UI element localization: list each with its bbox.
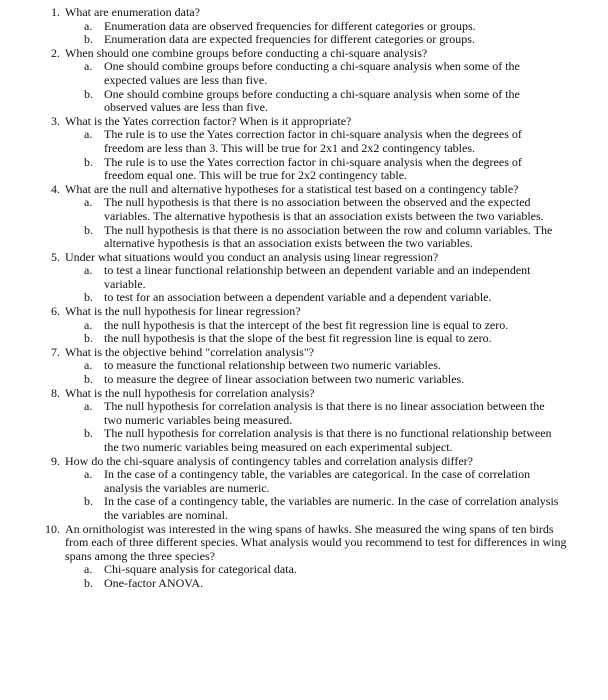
option-9b	[0, 495, 608, 522]
question-9-options	[0, 468, 608, 522]
option-text: Chi-square analysis for categorical data.	[104, 562, 297, 577]
question-text: What is the null hypothesis for correlation analysis?	[65, 385, 315, 400]
question-number: 10.	[45, 521, 60, 536]
question-2-options	[0, 60, 608, 114]
question-3-options	[0, 128, 608, 182]
question-number: 4.	[51, 181, 60, 196]
option-8a	[0, 400, 608, 427]
option-text: The null hypothesis is that there is no association between the row and column variables. The alternative hypothesis is that an association exists between the two variables.	[104, 222, 553, 251]
option-letter: a.	[84, 18, 93, 33]
option-text: In the case of a contingency table, the variables are categorical. In the case of correlation analysis the variables are numeric.	[104, 467, 531, 495]
question-number: 2.	[51, 45, 60, 60]
question-number: 5.	[51, 249, 60, 264]
option-text: In the case of a contingency table, the variables are numeric. In the case of correlation analysis the variables are nominal.	[104, 494, 559, 522]
option-letter: a.	[84, 358, 93, 373]
option-letter: a.	[84, 59, 93, 74]
option-text: One should combine groups before conducting a chi-square analysis when some of the observed values are less than five.	[104, 86, 520, 115]
question-6-options	[0, 319, 608, 346]
option-letter: b.	[84, 154, 93, 169]
question-3	[0, 115, 608, 129]
question-text: When should one combine groups before conducting a chi-square analysis?	[65, 45, 428, 60]
question-2	[0, 47, 608, 61]
option-text: The rule is to use the Yates correction factor in chi-square analysis when the degrees of freedom are less than 3. This will be true for 2x1 and 2x2 contingency tables.	[104, 127, 522, 155]
option-letter: a.	[84, 263, 93, 278]
option-text: The null hypothesis for correlation analysis is that there is no functional relationship between the two numeric variables being measured on each experimental subject.	[104, 426, 552, 454]
question-9	[0, 455, 608, 469]
option-text: The rule is to use the Yates correction factor in chi-square analysis when the degrees of freedom equal one. This will be true for 2x2 contingency table.	[104, 154, 522, 183]
option-9a	[0, 468, 608, 495]
option-7b	[0, 373, 608, 387]
option-7a	[0, 359, 608, 373]
option-6a	[0, 319, 608, 333]
option-letter: a.	[84, 317, 93, 332]
question-number: 9.	[51, 453, 60, 468]
option-text: Enumeration data are expected frequencies for different categories or groups.	[104, 32, 475, 47]
option-6b	[0, 332, 608, 346]
question-1	[0, 6, 608, 20]
option-letter: b.	[84, 426, 93, 441]
option-text: One should combine groups before conducting a chi-square analysis when some of the expected values are less than five.	[104, 59, 520, 87]
option-letter: b.	[84, 290, 93, 305]
question-5-options	[0, 264, 608, 305]
question-8-options	[0, 400, 608, 454]
option-text: to measure the functional relationship between two numeric variables.	[104, 358, 441, 373]
option-text: The null hypothesis is that there is no association between the observed and the expected variables. The alternative hypothesis is that an association exists between the two variables.	[104, 195, 544, 223]
option-text: to test a linear functional relationship between an dependent variable and an independent variable.	[104, 263, 531, 291]
question-10-options	[0, 563, 608, 590]
option-4b	[0, 224, 608, 251]
question-7-options	[0, 359, 608, 386]
option-text: Enumeration data are observed frequencies for different categories or groups.	[104, 18, 476, 33]
question-text: What are enumeration data?	[65, 5, 200, 19]
option-10b	[0, 577, 608, 591]
option-letter: b.	[84, 86, 93, 101]
question-text: What is the Yates correction factor? When is it appropriate?	[65, 113, 352, 128]
question-number: 6.	[51, 304, 60, 319]
question-5	[0, 251, 608, 265]
question-number: 7.	[51, 344, 60, 359]
option-text: to test for an association between a dependent variable and a dependent variable.	[104, 290, 492, 305]
question-8	[0, 387, 608, 401]
question-4-options	[0, 196, 608, 250]
option-8b	[0, 427, 608, 454]
option-letter: a.	[84, 467, 93, 482]
option-4a	[0, 196, 608, 223]
option-letter: b.	[84, 575, 93, 590]
option-letter: a.	[84, 127, 93, 142]
question-4	[0, 183, 608, 197]
option-letter: a.	[84, 399, 93, 414]
option-3a	[0, 128, 608, 155]
option-text: the null hypothesis is that the slope of the best fit regression line is equal to zero.	[104, 331, 492, 346]
question-6	[0, 305, 608, 319]
option-letter: b.	[84, 372, 93, 387]
option-text: One-factor ANOVA.	[104, 575, 204, 590]
question-1-options	[0, 20, 608, 47]
option-2b	[0, 88, 608, 115]
option-10a	[0, 563, 608, 577]
question-number: 8.	[51, 385, 60, 400]
option-2a	[0, 60, 608, 87]
question-text: Under what situations would you conduct an analysis using linear regression?	[65, 249, 439, 264]
option-letter: b.	[84, 494, 93, 509]
option-letter: a.	[84, 562, 93, 577]
question-text: What are the null and alternative hypotheses for a statistical test based on a contingency table?	[65, 181, 519, 196]
question-10	[0, 523, 608, 564]
option-letter: b.	[84, 32, 93, 47]
option-letter: a.	[84, 195, 93, 210]
question-text: An ornithologist was interested in the wing spans of hawks. She measured the wing spans of ten birds from each of three different species. What analysis would you recommend to test for differences in wing spans among the three species?	[65, 521, 567, 563]
option-letter: b.	[84, 222, 93, 237]
question-number: 1.	[51, 5, 60, 19]
option-1b	[0, 33, 608, 47]
question-text: How do the chi-square analysis of contingency tables and correlation analysis differ?	[65, 453, 473, 468]
option-text: to measure the degree of linear association between two numeric variables.	[104, 372, 465, 387]
question-7	[0, 346, 608, 360]
option-text: the null hypothesis is that the intercept of the best fit regression line is equal to zero.	[104, 317, 509, 332]
option-1a	[0, 20, 608, 34]
option-3b	[0, 156, 608, 183]
option-5a	[0, 264, 608, 291]
question-text: What is the objective behind "correlation analysis"?	[65, 344, 315, 359]
option-5b	[0, 291, 608, 305]
option-letter: b.	[84, 331, 93, 346]
option-text: The null hypothesis for correlation analysis is that there is no linear association between the two numeric variables being measured.	[104, 399, 545, 427]
question-number: 3.	[51, 113, 60, 128]
question-text: What is the null hypothesis for linear regression?	[65, 304, 301, 319]
